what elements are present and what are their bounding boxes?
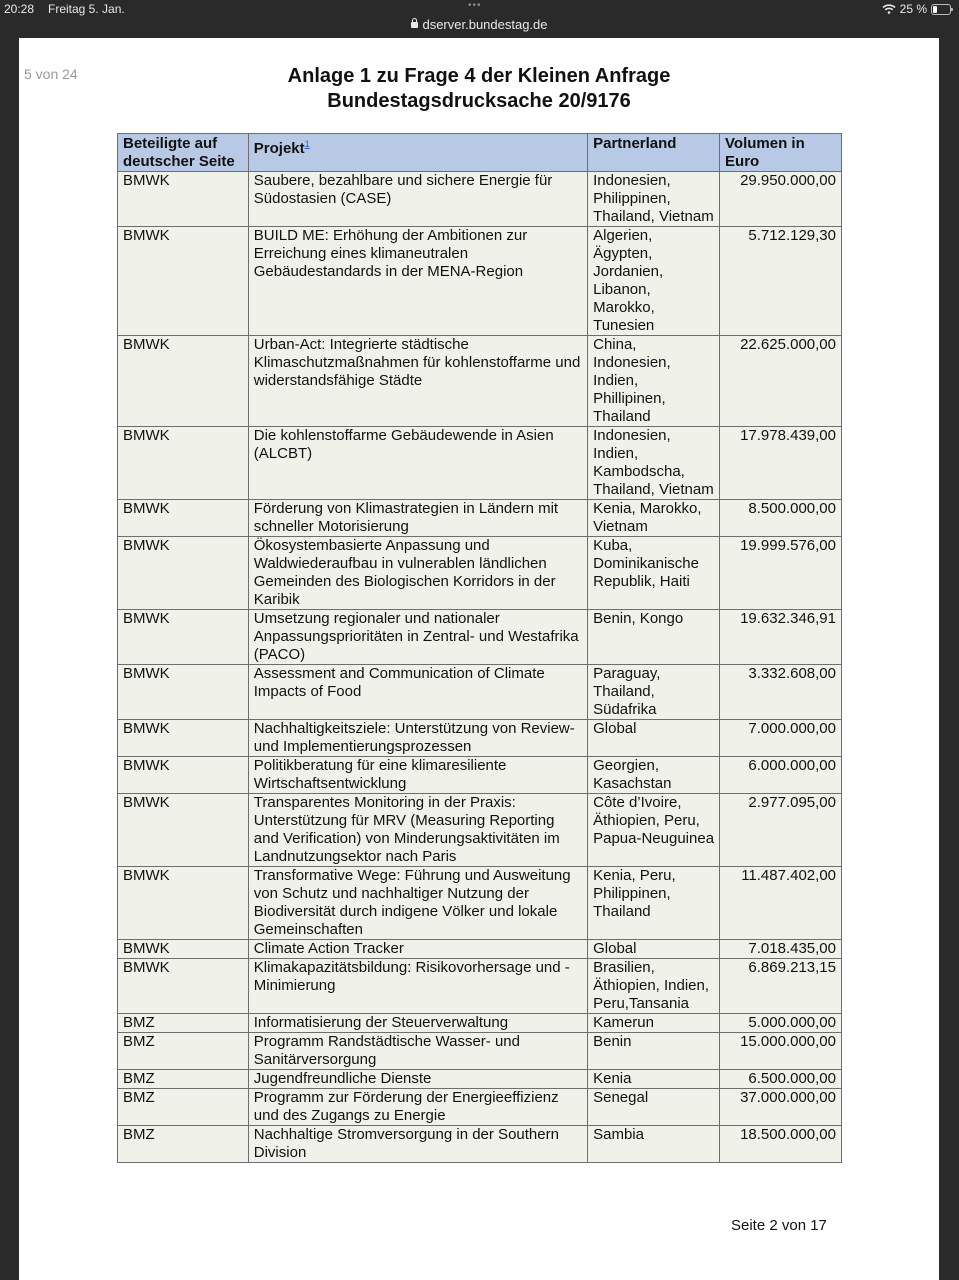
cell-partnerland: Kenia, Peru, Philippinen, Thailand: [588, 867, 720, 940]
status-date: Freitag 5. Jan.: [48, 2, 125, 16]
cell-beteiligte: BMWK: [118, 940, 249, 959]
cell-projekt: Umsetzung regionaler und nationaler Anpassungsprioritäten in Zentral- und Westafrika (PACO): [248, 610, 587, 665]
cell-beteiligte: BMZ: [118, 1126, 249, 1163]
cell-projekt: Informatisierung der Steuerverwaltung: [248, 1014, 587, 1033]
cell-partnerland: Kenia: [588, 1070, 720, 1089]
cell-volumen: 6.000.000,00: [720, 757, 842, 794]
lock-icon: [411, 22, 418, 28]
cell-partnerland: Georgien, Kasachstan: [588, 757, 720, 794]
cell-projekt: Transformative Wege: Führung und Ausweitung von Schutz und nachhaltiger Nutzung der Biodiversität durch indigene Völker und lokale Gemeinschaften: [248, 867, 587, 940]
cell-beteiligte: BMWK: [118, 336, 249, 427]
cell-partnerland: Benin: [588, 1033, 720, 1070]
table-row: [118, 1126, 842, 1163]
cell-partnerland: Côte d’Ivoire, Äthiopien, Peru, Papua-Neuguinea: [588, 794, 720, 867]
cell-projekt: Transparentes Monitoring in der Praxis: Unterstützung für MRV (Measuring Reporting and Verification) von Minderungsaktivitäten im Landnutzungsektor nach Paris: [248, 794, 587, 867]
cell-projekt: Die kohlenstoffarme Gebäudewende in Asien (ALCBT): [248, 427, 587, 500]
cell-projekt: Programm zur Förderung der Energieeffizienz und des Zugangs zu Energie: [248, 1089, 587, 1126]
cell-volumen: 6.869.213,15: [720, 959, 842, 1014]
cell-beteiligte: BMWK: [118, 537, 249, 610]
cell-projekt: Politikberatung für eine klimaresiliente Wirtschaftsentwicklung: [248, 757, 587, 794]
cell-volumen: 7.000.000,00: [720, 720, 842, 757]
table-row: [118, 537, 842, 610]
table-row: [118, 1089, 842, 1126]
table-row: [118, 665, 842, 720]
table-row: [118, 172, 842, 227]
cell-partnerland: Global: [588, 940, 720, 959]
table-body: [118, 172, 842, 1163]
cell-partnerland: Global: [588, 720, 720, 757]
table-row: [118, 959, 842, 1014]
cell-projekt: Climate Action Tracker: [248, 940, 587, 959]
cell-volumen: 6.500.000,00: [720, 1070, 842, 1089]
cell-volumen: 2.977.095,00: [720, 794, 842, 867]
cell-partnerland: Indonesien, Philippinen, Thailand, Vietnam: [588, 172, 720, 227]
table-row: [118, 1014, 842, 1033]
cell-beteiligte: BMWK: [118, 757, 249, 794]
table-row: [118, 720, 842, 757]
table-header-row: [118, 134, 842, 172]
cell-volumen: 17.978.439,00: [720, 427, 842, 500]
table-row: [118, 610, 842, 665]
cell-beteiligte: BMZ: [118, 1033, 249, 1070]
cell-projekt: Jugendfreundliche Dienste: [248, 1070, 587, 1089]
cell-beteiligte: BMWK: [118, 794, 249, 867]
header-volumen: Volumen in Euro: [720, 134, 842, 172]
cell-partnerland: Sambia: [588, 1126, 720, 1163]
cell-beteiligte: BMZ: [118, 1089, 249, 1126]
cell-partnerland: Senegal: [588, 1089, 720, 1126]
cell-projekt: Assessment and Communication of Climate Impacts of Food: [248, 665, 587, 720]
table-row: [118, 757, 842, 794]
cell-beteiligte: BMWK: [118, 172, 249, 227]
header-beteiligte: Beteiligte auf deutscher Seite: [118, 134, 249, 172]
address-bar[interactable]: [0, 17, 959, 32]
cell-volumen: 29.950.000,00: [720, 172, 842, 227]
cell-beteiligte: BMWK: [118, 720, 249, 757]
cell-volumen: 15.000.000,00: [720, 1033, 842, 1070]
cell-volumen: 11.487.402,00: [720, 867, 842, 940]
header-partnerland: Partnerland: [588, 134, 720, 172]
table-row: [118, 940, 842, 959]
cell-volumen: 7.018.435,00: [720, 940, 842, 959]
cell-volumen: 5.712.129,30: [720, 227, 842, 336]
table-row: [118, 794, 842, 867]
header-projekt: [248, 134, 587, 172]
cell-volumen: 19.632.346,91: [720, 610, 842, 665]
table-row: [118, 336, 842, 427]
page-footer: Seite 2 von 17: [731, 1217, 827, 1234]
cell-beteiligte: BMWK: [118, 959, 249, 1014]
cell-projekt: Programm Randstädtische Wasser- und Sanitärversorgung: [248, 1033, 587, 1070]
cell-partnerland: Benin, Kongo: [588, 610, 720, 665]
cell-volumen: 37.000.000,00: [720, 1089, 842, 1126]
cell-volumen: 18.500.000,00: [720, 1126, 842, 1163]
cell-volumen: 5.000.000,00: [720, 1014, 842, 1033]
cell-projekt: Nachhaltigkeitsziele: Unterstützung von Review- und Implementierungsprozessen: [248, 720, 587, 757]
cell-partnerland: Paraguay, Thailand, Südafrika: [588, 665, 720, 720]
cell-beteiligte: BMWK: [118, 867, 249, 940]
url-text: dserver.bundestag.de: [422, 17, 548, 32]
battery-percent: 25 %: [899, 2, 927, 16]
battery-icon: [931, 4, 951, 15]
cell-projekt: Saubere, bezahlbare und sichere Energie für Südostasien (CASE): [248, 172, 587, 227]
wifi-icon: [882, 4, 896, 14]
footnote-link[interactable]: 1: [304, 139, 310, 149]
project-table: [117, 133, 842, 1163]
cell-partnerland: Kenia, Marokko, Vietnam: [588, 500, 720, 537]
cell-partnerland: Kuba, Dominikanische Republik, Haiti: [588, 537, 720, 610]
cell-projekt: BUILD ME: Erhöhung der Ambitionen zur Erreichung eines klimaneutralen Gebäudestandards in der MENA-Region: [248, 227, 587, 336]
table-row: [118, 867, 842, 940]
table-row: [118, 427, 842, 500]
cell-volumen: 19.999.576,00: [720, 537, 842, 610]
cell-projekt: Urban-Act: Integrierte städtische Klimaschutzmaßnahmen für kohlenstoffarme und widerstandsfähige Städte: [248, 336, 587, 427]
cell-partnerland: Kamerun: [588, 1014, 720, 1033]
cell-beteiligte: BMWK: [118, 227, 249, 336]
table-row: [118, 1033, 842, 1070]
cell-beteiligte: BMWK: [118, 500, 249, 537]
cell-projekt: Ökosystembasierte Anpassung und Waldwiederaufbau in vulnerablen ländlichen Gemeinden des Biologischen Korridors in der Karibik: [248, 537, 587, 610]
title-line-2: Bundestagsdrucksache 20/9176: [327, 90, 631, 112]
cell-beteiligte: BMZ: [118, 1014, 249, 1033]
cell-partnerland: Brasilien, Äthiopien, Indien, Peru,Tansania: [588, 959, 720, 1014]
table-row: [118, 500, 842, 537]
cell-partnerland: Algerien, Ägypten, Jordanien, Libanon, Marokko, Tunesien: [588, 227, 720, 336]
cell-projekt: Klimakapazitätsbildung: Risikovorhersage und -Minimierung: [248, 959, 587, 1014]
more-dots-icon[interactable]: •••: [468, 0, 482, 11]
cell-volumen: 3.332.608,00: [720, 665, 842, 720]
status-time: 20:28: [4, 2, 35, 16]
table-row: [118, 227, 842, 336]
table-row: [118, 1070, 842, 1089]
document-page: [19, 38, 939, 1280]
document-title: [19, 64, 939, 114]
status-bar: [0, 0, 959, 38]
header-projekt-label: Projekt: [253, 140, 305, 157]
cell-projekt: Förderung von Klimastrategien in Ländern mit schneller Motorisierung: [248, 500, 587, 537]
cell-partnerland: Indonesien, Indien, Kambodscha, Thailand, Vietnam: [588, 427, 720, 500]
cell-beteiligte: BMWK: [118, 610, 249, 665]
cell-beteiligte: BMWK: [118, 427, 249, 500]
cell-projekt: Nachhaltige Stromversorgung in der Southern Division: [248, 1126, 587, 1163]
cell-partnerland: China, Indonesien, Indien, Phillipinen, Thailand: [588, 336, 720, 427]
cell-volumen: 8.500.000,00: [720, 500, 842, 537]
title-line-1: Anlage 1 zu Frage 4 der Kleinen Anfrage: [287, 65, 671, 87]
cell-beteiligte: BMZ: [118, 1070, 249, 1089]
cell-volumen: 22.625.000,00: [720, 336, 842, 427]
page-counter: 5 von 24: [24, 66, 78, 82]
cell-beteiligte: BMWK: [118, 665, 249, 720]
status-right: [882, 2, 951, 16]
